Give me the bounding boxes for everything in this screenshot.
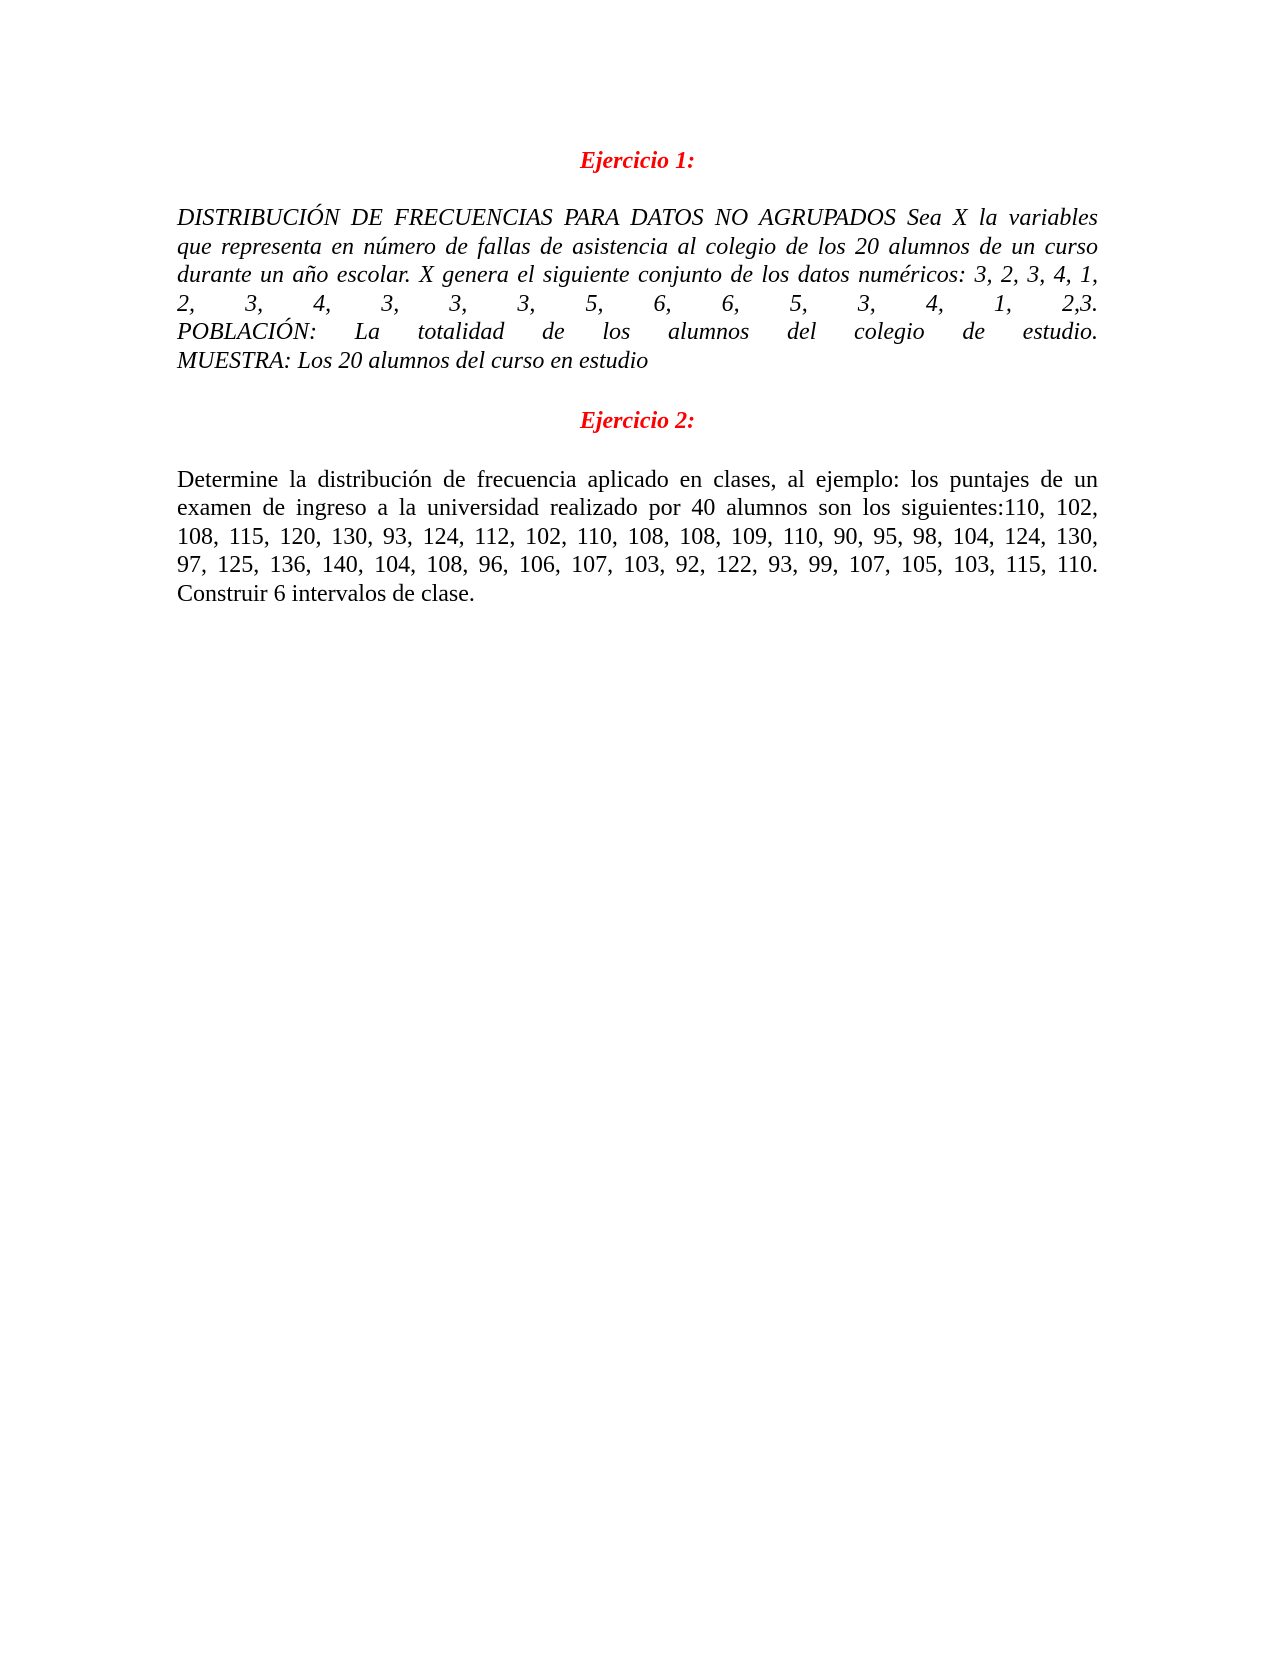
exercise-2-line: examen de ingreso a la universidad realizado por 40 alumnos son los siguientes:110, 102,: [177, 495, 1098, 522]
exercise-1-paragraph: [177, 204, 1098, 376]
exercise-1-line: durante un año escolar. X genera el siguiente conjunto de los datos numéricos: 3, 2, 3, 4, 1,: [177, 262, 1098, 289]
exercise-1-heading: Ejercicio 1:: [579, 148, 696, 174]
exercise-2-line: Construir 6 intervalos de clase.: [177, 580, 475, 607]
exercise-2-line: 97, 125, 136, 140, 104, 108, 96, 106, 107, 103, 92, 122, 93, 99, 107, 105, 103, 115, 110.: [177, 552, 1098, 579]
exercise-2-paragraph: [177, 466, 1098, 609]
document-content: [177, 146, 1098, 609]
exercise-2-line: 108, 115, 120, 130, 93, 124, 112, 102, 110, 108, 108, 109, 110, 90, 95, 98, 104, 124, 130,: [177, 523, 1098, 550]
exercise-2-heading: Ejercicio 2:: [579, 407, 696, 434]
exercise-1-line: DISTRIBUCIÓN DE FRECUENCIAS PARA DATOS NO AGRUPADOS Sea X la variables: [177, 205, 1098, 231]
exercise-2-line: Determine la distribución de frecuencia aplicado en clases, al ejemplo: los puntajes de un: [177, 466, 1098, 493]
exercise-1-line: POBLACIÓN: La totalidad de los alumnos del colegio de estudio.: [177, 319, 1098, 346]
exercise-1-line: MUESTRA: Los 20 alumnos del curso en estudio: [177, 347, 649, 374]
exercise-1-line: 2, 3, 4, 3, 3, 3, 5, 6, 6, 5, 3, 4, 1, 2,3.: [177, 290, 1098, 317]
exercise-1-line: que representa en número de fallas de asistencia al colegio de los 20 alumnos de un curso: [177, 233, 1098, 260]
